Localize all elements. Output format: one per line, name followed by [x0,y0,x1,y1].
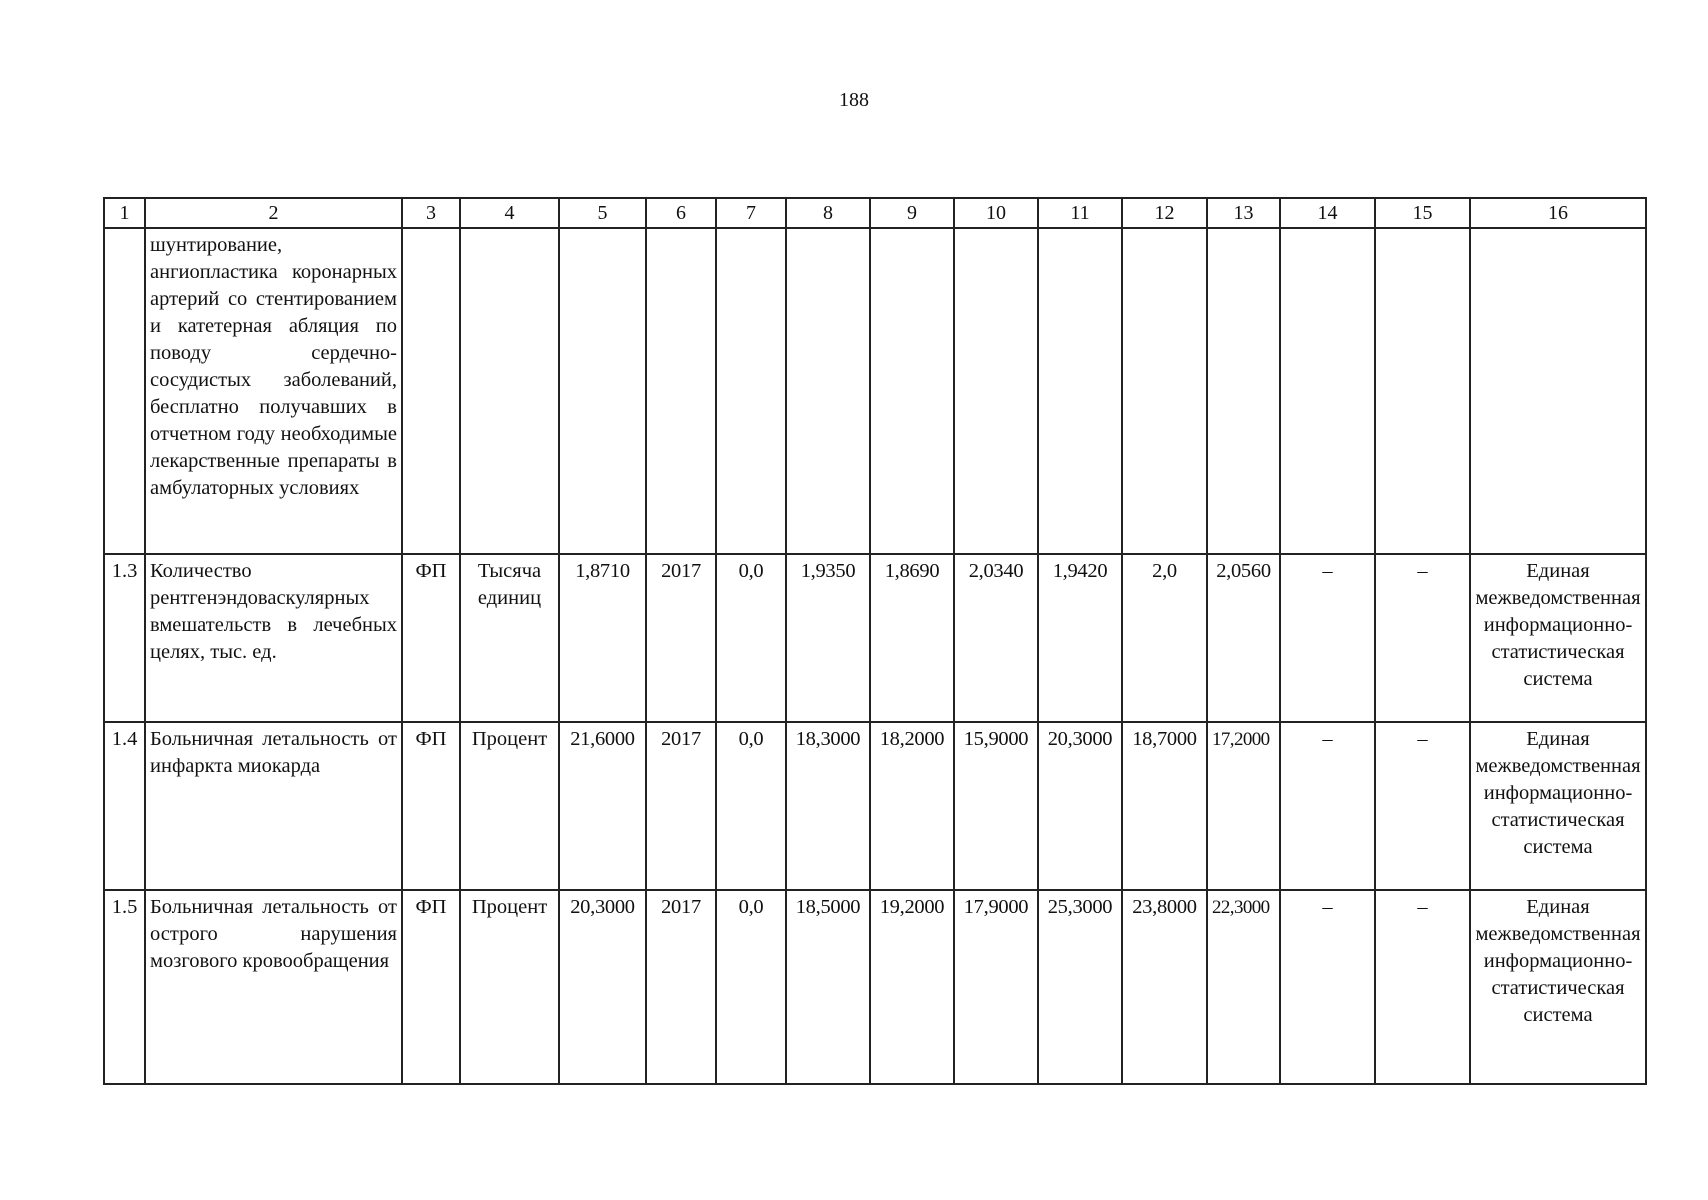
column-header: 4 [460,198,559,228]
column-header: 1 [104,198,145,228]
indicator-name: Больничная летальность от инфаркта миокарда [145,722,402,890]
system-cell: Единая межведомственная информационно-статистическая система [1470,722,1646,890]
value-cell: 15,9000 [954,722,1038,890]
column-header: 8 [786,198,870,228]
value-cell: 18,7000 [1122,722,1207,890]
value-cell: 2017 [646,722,716,890]
value-cell: 2,0 [1122,554,1207,722]
column-header: 11 [1038,198,1122,228]
dash-cell: – [1280,554,1375,722]
value-cell: 18,3000 [786,722,870,890]
unit-cell: Тысяча единиц [460,554,559,722]
continuation-text-cell: шунтирование, ангиопластика коронарных артерий со стентированием и катетерная абляция по поводу сердечно-сосудистых заболеваний, бесплатно получавших в отчетном году необходимые лекарственные препараты в амбулаторных условиях [145,228,402,554]
page-number: 188 [839,89,869,111]
table-row-continuation [104,228,1646,554]
indicator-table [103,197,1647,1085]
value-cell: 25,3000 [1038,890,1122,1084]
value-cell: 18,5000 [786,890,870,1084]
indicator-name: Количество рентгенэндоваскулярных вмешательств в лечебных целях, тыс. ед. [145,554,402,722]
value-cell: 20,3000 [1038,722,1122,890]
dash-cell: – [1375,722,1470,890]
table-row [104,890,1646,1084]
value-cell: 1,8690 [870,554,954,722]
column-header: 2 [145,198,402,228]
value-cell: 0,0 [716,554,786,722]
column-header: 16 [1470,198,1646,228]
dash-cell: – [1375,554,1470,722]
column-header: 9 [870,198,954,228]
table-row [104,554,1646,722]
dash-cell: – [1280,890,1375,1084]
value-cell: 2017 [646,554,716,722]
unit-cell: Процент [460,722,559,890]
column-header: 14 [1280,198,1375,228]
column-number-header-row [104,198,1646,228]
column-header: 10 [954,198,1038,228]
value-cell: 18,2000 [870,722,954,890]
column-header: 3 [402,198,460,228]
source-code: ФП [402,722,460,890]
value-cell: 1,9420 [1038,554,1122,722]
value-cell: 0,0 [716,890,786,1084]
row-number: 1.4 [104,722,145,890]
source-code: ФП [402,554,460,722]
value-cell: 1,8710 [559,554,646,722]
column-header: 15 [1375,198,1470,228]
source-code: ФП [402,890,460,1084]
column-header: 6 [646,198,716,228]
system-cell: Единая межведомственная информационно-статистическая система [1470,890,1646,1084]
value-cell: 0,0 [716,722,786,890]
row-number: 1.3 [104,554,145,722]
value-cell: 2,0340 [954,554,1038,722]
column-header: 13 [1207,198,1280,228]
dash-cell: – [1375,890,1470,1084]
value-cell: 2017 [646,890,716,1084]
row-number-cell [104,228,145,554]
value-cell: 20,3000 [559,890,646,1084]
table-row [104,722,1646,890]
value-cell: 1,9350 [786,554,870,722]
value-cell: 17,9000 [954,890,1038,1084]
dash-cell: – [1280,722,1375,890]
indicator-name: Больничная летальность от острого нарушения мозгового кровообращения [145,890,402,1084]
value-cell: 21,6000 [559,722,646,890]
value-cell: 23,8000 [1122,890,1207,1084]
row-number: 1.5 [104,890,145,1084]
value-cell: 17,2000 [1207,722,1280,890]
column-header: 12 [1122,198,1207,228]
value-cell: 22,3000 [1207,890,1280,1084]
value-cell: 19,2000 [870,890,954,1084]
column-header: 5 [559,198,646,228]
unit-cell: Процент [460,890,559,1084]
column-header: 7 [716,198,786,228]
value-cell: 2,0560 [1207,554,1280,722]
system-cell: Единая межведомственная информационно-статистическая система [1470,554,1646,722]
